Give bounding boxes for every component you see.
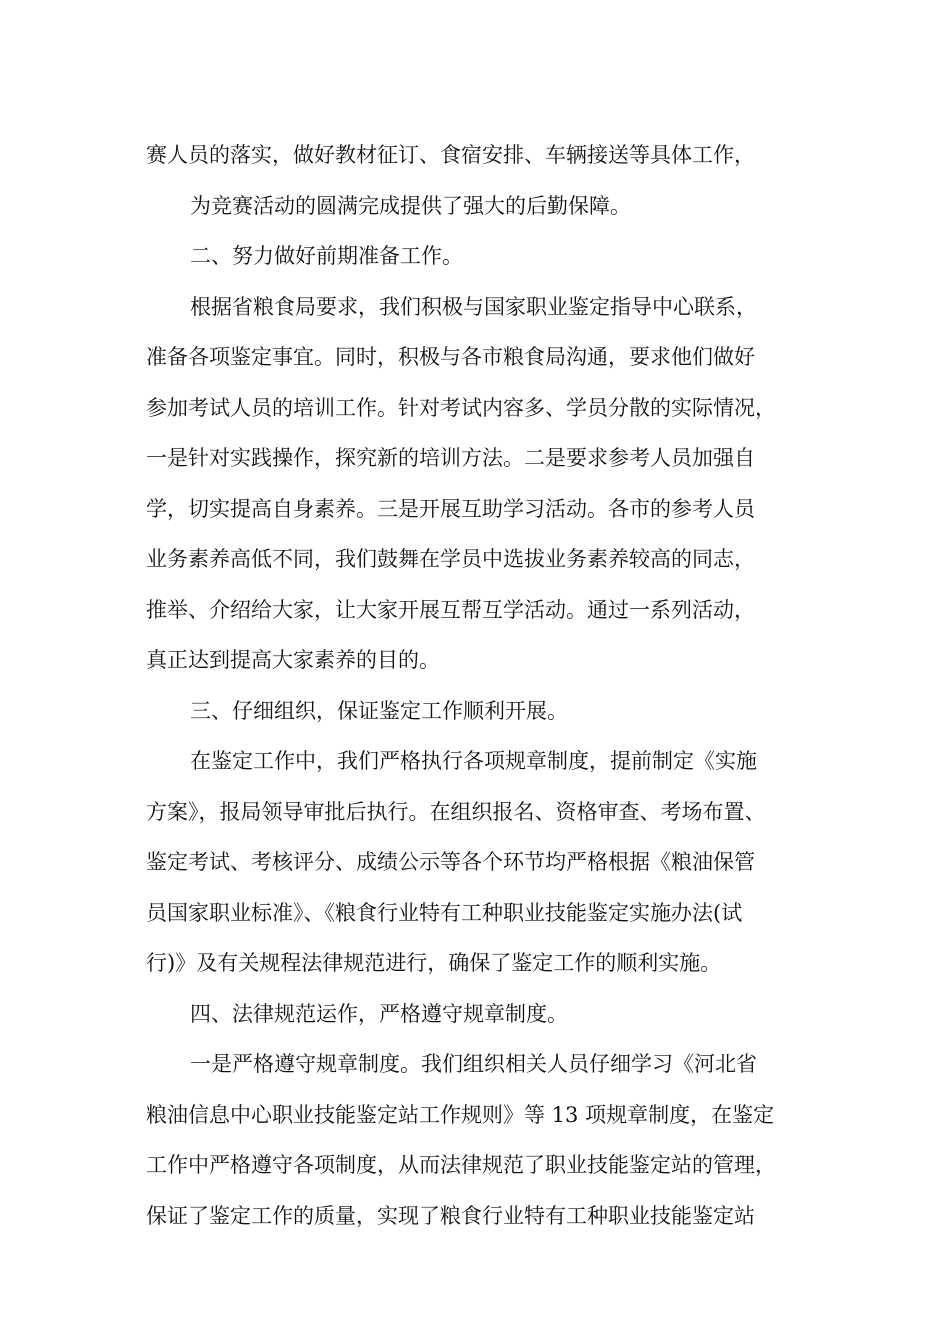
section-heading: 二、努力做好前期准备工作。 bbox=[190, 244, 463, 268]
text-line: 业务素养高低不同，我们鼓舞在学员中选拔业务素养较高的同志， bbox=[146, 547, 755, 571]
text-line: 为竞赛活动的圆满完成提供了强大的后勤保障。 bbox=[190, 193, 631, 218]
section-heading: 三、仔细组织，保证鉴定工作顺利开展。 bbox=[190, 698, 568, 723]
text-line: 参加考试人员的培训工作。针对考试内容多、学员分散的实际情况， bbox=[146, 395, 776, 420]
text-line: 赛人员的落实，做好教材征订、食宿安排、车辆接送等具体工作， bbox=[146, 143, 755, 167]
text-line: 学，切实提高自身素养。三是开展互助学习活动。各市的参考人员 bbox=[146, 496, 755, 521]
text-line: 保证了鉴定工作的质量，实现了粮食行业特有工种职业技能鉴定站 bbox=[146, 1203, 755, 1228]
section-heading: 四、法律规范运作，严格遵守规章制度。 bbox=[190, 1001, 568, 1026]
text-line: 一是针对实践操作，探究新的培训方法。二是要求参考人员加强自 bbox=[146, 446, 755, 470]
text-line: 准备各项鉴定事宜。同时，积极与各市粮食局沟通，要求他们做好 bbox=[146, 345, 755, 369]
text-line: 工作中严格遵守各项制度，从而法律规范了职业技能鉴定站的管理， bbox=[146, 1153, 776, 1177]
text-line: 根据省粮食局要求，我们积极与国家职业鉴定指导中心联系， bbox=[190, 294, 757, 319]
text-line: 真正达到提高大家素养的目的。 bbox=[146, 648, 440, 672]
text-line: 行)》及有关规程法律规范进行，确保了鉴定工作的顺利实施。 bbox=[146, 951, 722, 975]
text-line: 一是严格遵守规章制度。我们组织相关人员仔细学习《河北省 bbox=[190, 1052, 757, 1076]
text-line: 员国家职业标准》、《粮食行业特有工种职业技能鉴定实施办法(试 bbox=[146, 900, 743, 925]
text-line: 鉴定考试、考核评分、成绩公示等各个环节均严格根据《粮油保管 bbox=[146, 850, 755, 874]
text-line: 方案》，报局领导审批后执行。在组织报名、资格审查、考场布置、 bbox=[146, 799, 766, 824]
text-line: 在鉴定工作中，我们严格执行各项规章制度，提前制定《实施 bbox=[190, 749, 757, 773]
text-line: 粮油信息中心职业技能鉴定站工作规则》等 13 项规章制度，在鉴定 bbox=[146, 1102, 775, 1127]
document-body bbox=[146, 130, 816, 1241]
text-line: 推举、介绍给大家，让大家开展互帮互学活动。通过一系列活动， bbox=[146, 597, 755, 622]
